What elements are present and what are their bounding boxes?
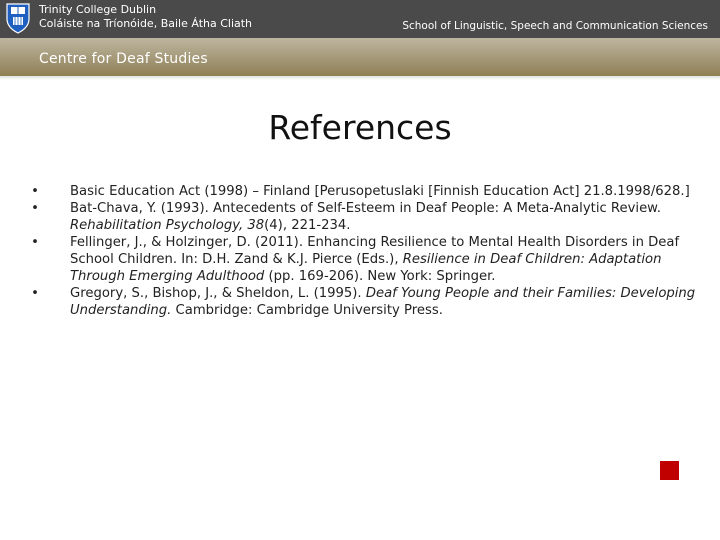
college-name-english: Trinity College Dublin (39, 3, 157, 16)
bullet-icon: • (31, 184, 39, 199)
college-name (39, 3, 252, 31)
reference-text: (4), 221-234. (264, 218, 351, 233)
reference-italic-text: Resilience in Deaf Children: Adaptation Through Emerging Adulthood (70, 252, 662, 284)
header-bar (0, 0, 720, 38)
bullet-icon: • (31, 286, 39, 301)
bullet-icon: • (31, 201, 39, 216)
reference-text: Gregory, S., Bishop, J., & Sheldon, L. (1995). (70, 286, 366, 301)
reference-item (30, 183, 698, 200)
centre-bar-shadow (0, 76, 720, 80)
centre-title: Centre for Deaf Studies (39, 51, 208, 67)
corner-square-decoration (660, 461, 679, 480)
reference-item (30, 285, 698, 319)
reference-text: Cambridge: Cambridge University Press. (171, 303, 443, 318)
reference-italic-text: Rehabilitation Psychology, 38 (70, 218, 265, 233)
trinity-crest-icon (6, 3, 30, 34)
reference-item (30, 200, 698, 234)
bullet-icon: • (31, 235, 39, 250)
reference-text: Basic Education Act (1998) – Finland [Perusopetuslaki [Finnish Education Act] 21.8.1998/628.] (70, 184, 690, 199)
reference-italic-text: Deaf Young People and their Families: Developing Understanding. (70, 286, 696, 318)
reference-item (30, 234, 698, 285)
reference-text: (pp. 169-206). New York: Springer. (264, 269, 496, 284)
college-name-irish: Coláiste na Tríonóide, Baile Átha Cliath (39, 17, 253, 30)
page-title: References (268, 108, 452, 147)
reference-text: Fellinger, J., & Holzinger, D. (2011). Enhancing Resilience to Mental Health Disorders in Deaf School Children. In: D.H. Zand & K.J. Pierce (Eds.), (70, 235, 680, 267)
reference-text: Bat-Chava, Y. (1993). Antecedents of Self-Esteem in Deaf People: A Meta-Analytic Review. (70, 201, 661, 216)
references-list (30, 183, 698, 319)
school-name: School of Linguistic, Speech and Communication Sciences (402, 20, 708, 32)
